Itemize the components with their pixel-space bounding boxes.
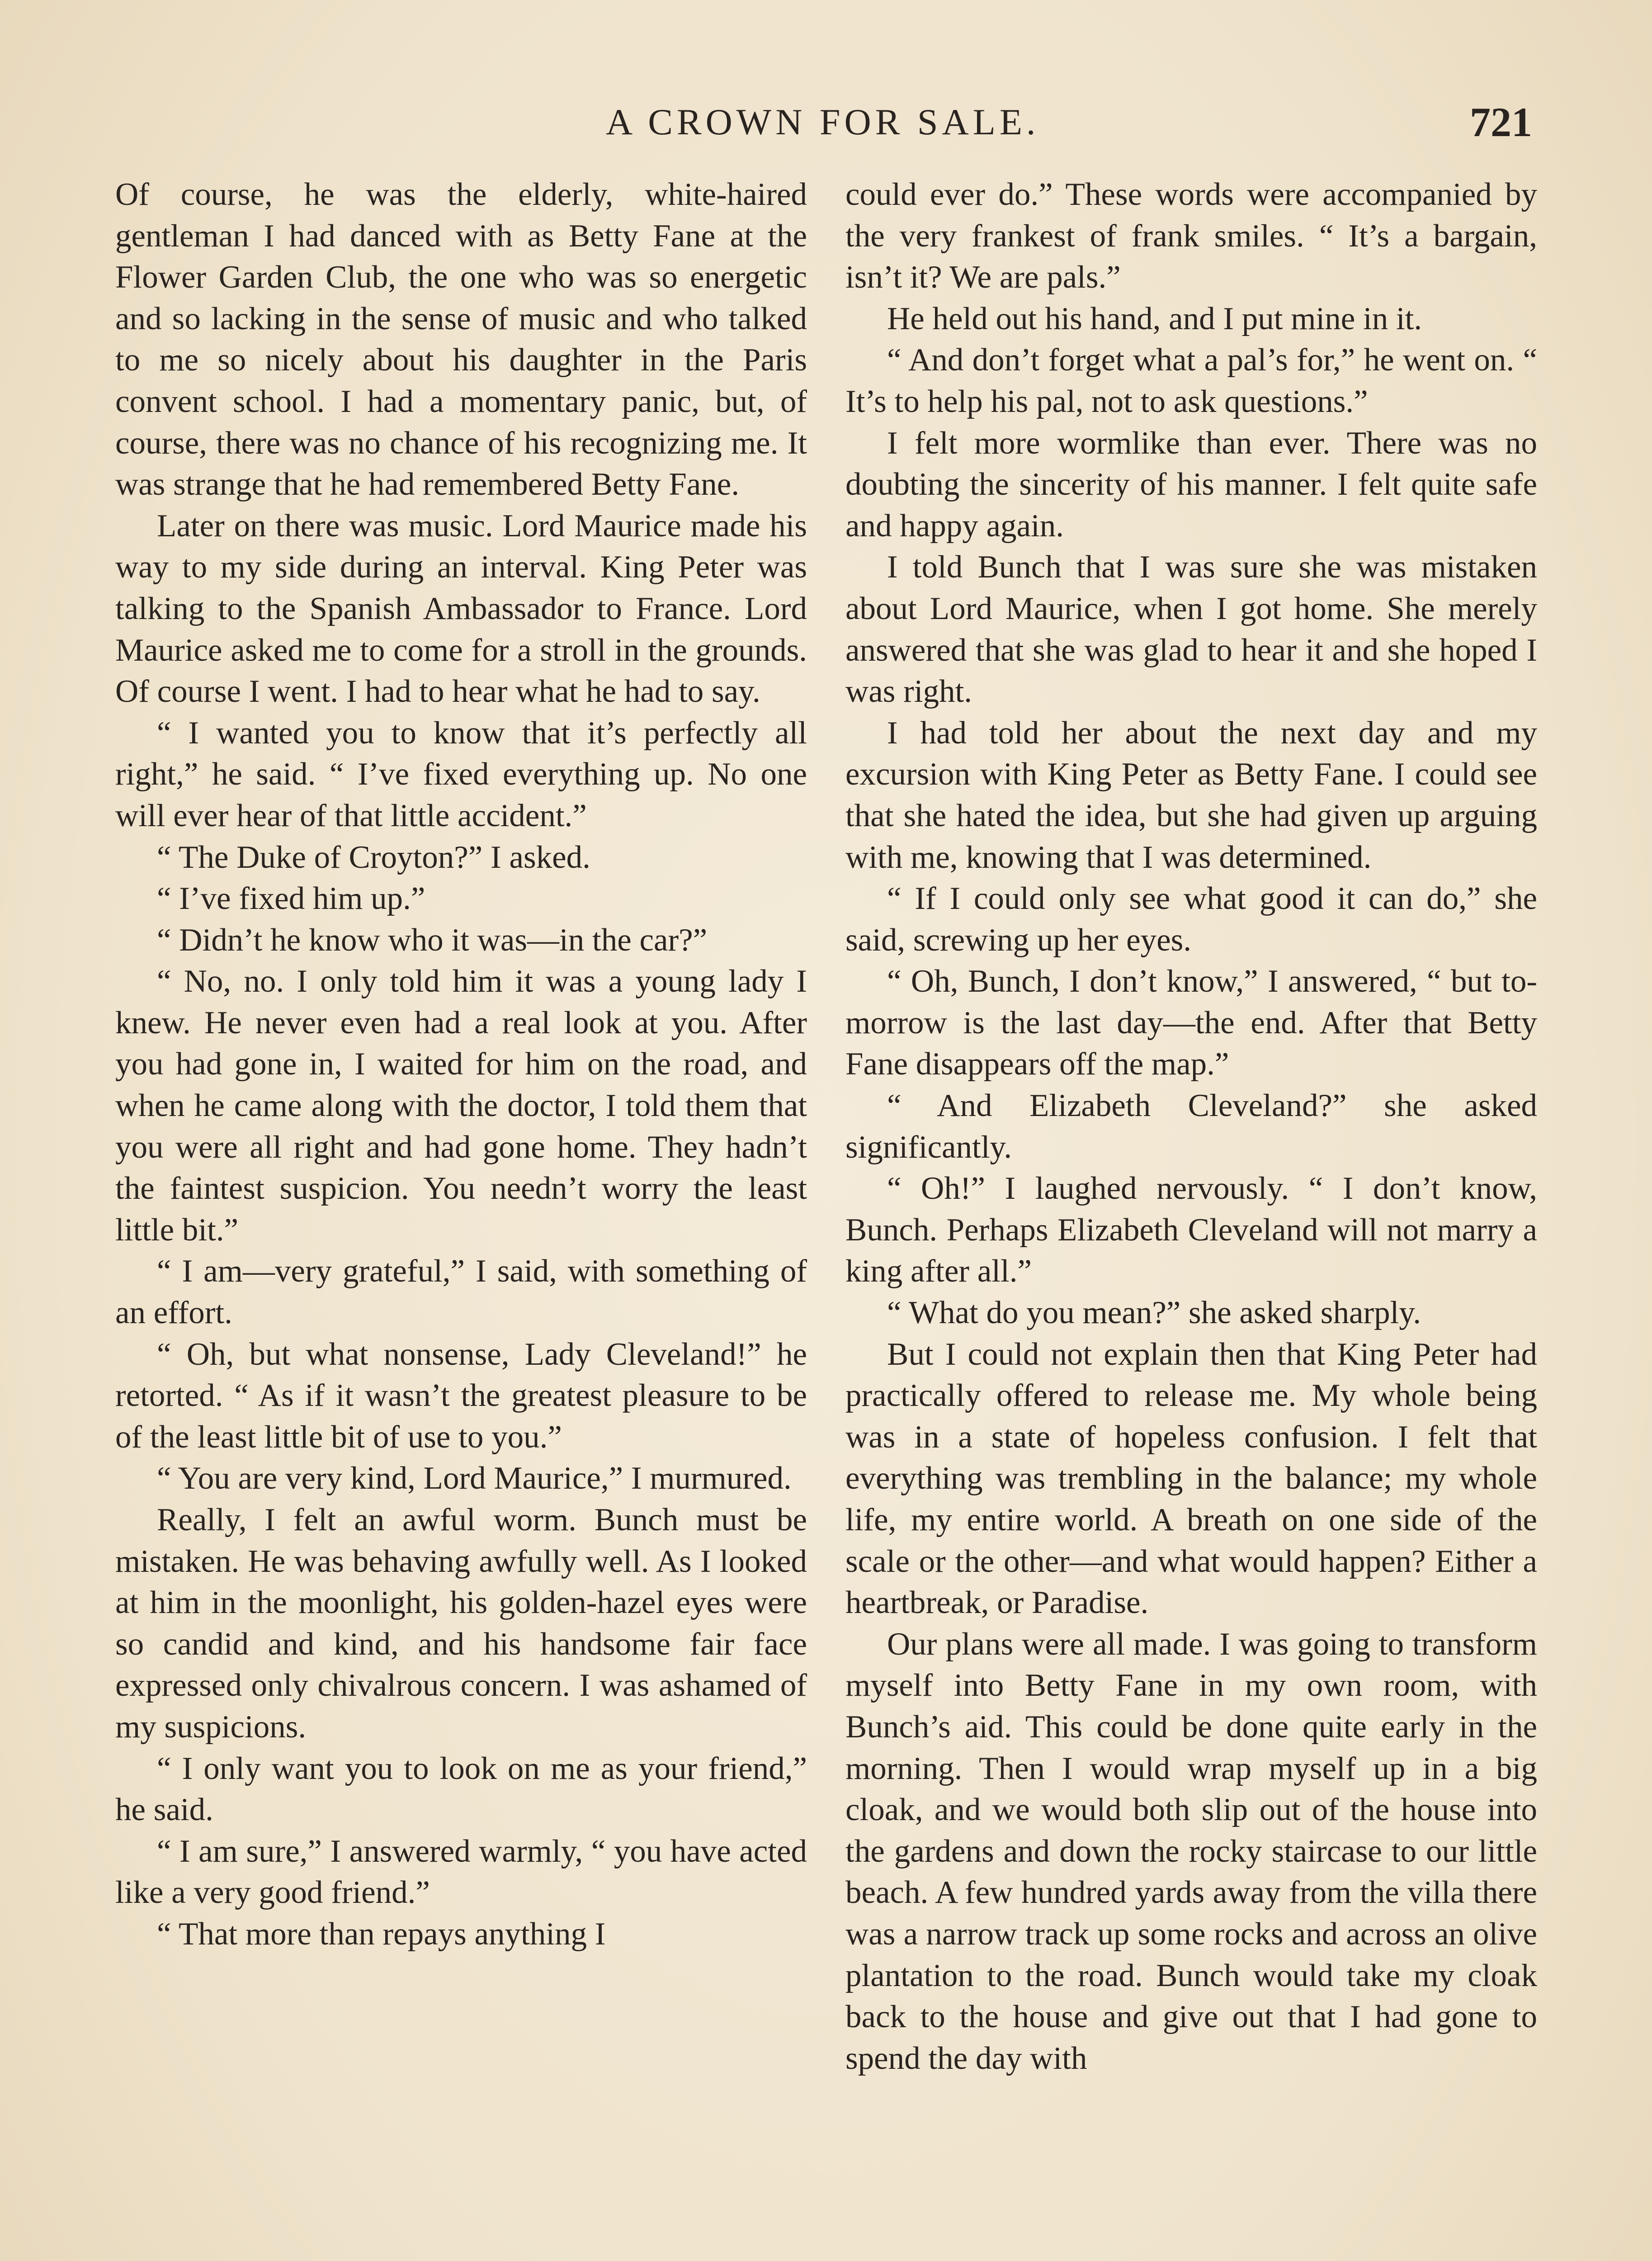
- paragraph: “ The Duke of Croyton?” I asked.: [157, 839, 590, 875]
- page-header: [606, 93, 1532, 151]
- paragraph: Our plans were all made. I was going to transform myself into Betty Fane in my own room, with Bunch’s aid. This could be done quite early in the morning. Then I would wrap myself up in a big cloak, and we would both slip out of the house into the gardens and down the rocky staircase to our little beach. A few hundred yards away from the villa there was a narrow track up some rocks and across an olive plantation to the road. Bunch would take my cloak back to the house and give out that I had gone to spend the day with: [845, 1626, 1537, 2076]
- paragraph: could ever do.” These words were accompanied by the very frankest of frank smiles. “ It’s a bargain, isn’t it? We are pals.”: [845, 177, 1537, 295]
- paragraph: Of course, he was the elderly, white-haired gentleman I had danced with as Betty Fane at the Flower Garden Club, the one who was so energetic and so lacking in the sense of music and who talked to me so nicely about his daughter in the Paris convent school. I had a momentary panic, but, of course, there was no chance of his recognizing me. It was strange that he had remembered Betty Fane.: [115, 177, 807, 502]
- paragraph: “ Oh, Bunch, I don’t know,” I answered, “ but to-morrow is the last day—the end. After that Betty Fane disappears off the map.”: [845, 964, 1537, 1082]
- paragraph: “ I am—very grateful,” I said, with something of an effort.: [115, 1253, 807, 1331]
- paragraph: “ I only want you to look on me as your friend,” he said.: [115, 1750, 807, 1828]
- page-number: 721: [1470, 99, 1532, 145]
- paragraph: Later on there was music. Lord Maurice made his way to my side during an interval. King Peter was talking to the Spanish Ambassador to France. Lord Maurice asked me to come for a stroll in the grounds. Of course I went. I had to hear what he had to say.: [115, 508, 807, 710]
- paragraph: “ And don’t forget what a pal’s for,” he went on. “ It’s to help his pal, not to ask questions.”: [845, 342, 1537, 419]
- paragraph: But I could not explain then that King Peter had practically offered to release me. My whole being was in a state of hopeless confusion. I felt that everything was trembling in the balance; my whole life, my entire world. A breath on one side of the scale or the other—and what would happen? Either a heartbreak, or Paradise.: [845, 1336, 1537, 1621]
- paragraph: “ What do you mean?” she asked sharply.: [887, 1295, 1421, 1331]
- paragraph: “ I’ve fixed him up.”: [157, 881, 425, 917]
- paragraph: I felt more wormlike than ever. There was no doubting the sincerity of his manner. I felt quite safe and happy again.: [845, 425, 1537, 544]
- paragraph: He held out his hand, and I put mine in it.: [887, 301, 1422, 336]
- paragraph: I had told her about the next day and my excursion with King Peter as Betty Fane. I could see that she hated the idea, but she had given up arguing with me, knowing that I was determined.: [845, 715, 1537, 875]
- left-text-column: [115, 174, 807, 1955]
- paragraph: I told Bunch that I was sure she was mistaken about Lord Maurice, when I got home. She merely answered that she was glad to hear it and she hoped I was right.: [845, 549, 1537, 710]
- running-title: A CROWN FOR SALE.: [606, 101, 1040, 142]
- paragraph: “ And Elizabeth Cleveland?” she asked significantly.: [845, 1088, 1537, 1165]
- paragraph: “ If I could only see what good it can do,” she said, screwing up her eyes.: [845, 881, 1537, 958]
- paragraph: “ I am sure,” I answered warmly, “ you have acted like a very good friend.”: [115, 1833, 807, 1911]
- paragraph: Really, I felt an awful worm. Bunch must be mistaken. He was behaving awfully well. As I looked at him in the moonlight, his golden-hazel eyes were so candid and kind, and his handsome fair face expressed only chivalrous concern. I was ashamed of my suspicions.: [115, 1502, 807, 1745]
- paragraph: “ I wanted you to know that it’s perfectly all right,” he said. “ I’ve fixed everything up. No one will ever hear of that little accident.”: [115, 715, 807, 833]
- paragraph: “ That more than repays anything I: [157, 1916, 606, 1952]
- paragraph: “ Oh!” I laughed nervously. “ I don’t know, Bunch. Perhaps Elizabeth Cleveland will not marry a king after all.”: [845, 1171, 1537, 1289]
- paragraph: “ Oh, but what nonsense, Lady Cleveland!” he retorted. “ As if it wasn’t the greatest pleasure to be of the least little bit of use to you.”: [115, 1336, 807, 1455]
- paragraph: “ Didn’t he know who it was—in the car?”: [157, 922, 708, 958]
- paragraph: “ You are very kind, Lord Maurice,” I murmured.: [157, 1461, 792, 1496]
- right-text-column: [845, 174, 1537, 2079]
- paragraph: “ No, no. I only told him it was a young lady I knew. He never even had a real look at you. After you had gone in, I waited for him on the road, and when he came along with the doctor, I told them that you were all right and had gone home. They hadn’t the faintest suspicion. You needn’t worry the least little bit.”: [115, 964, 807, 1248]
